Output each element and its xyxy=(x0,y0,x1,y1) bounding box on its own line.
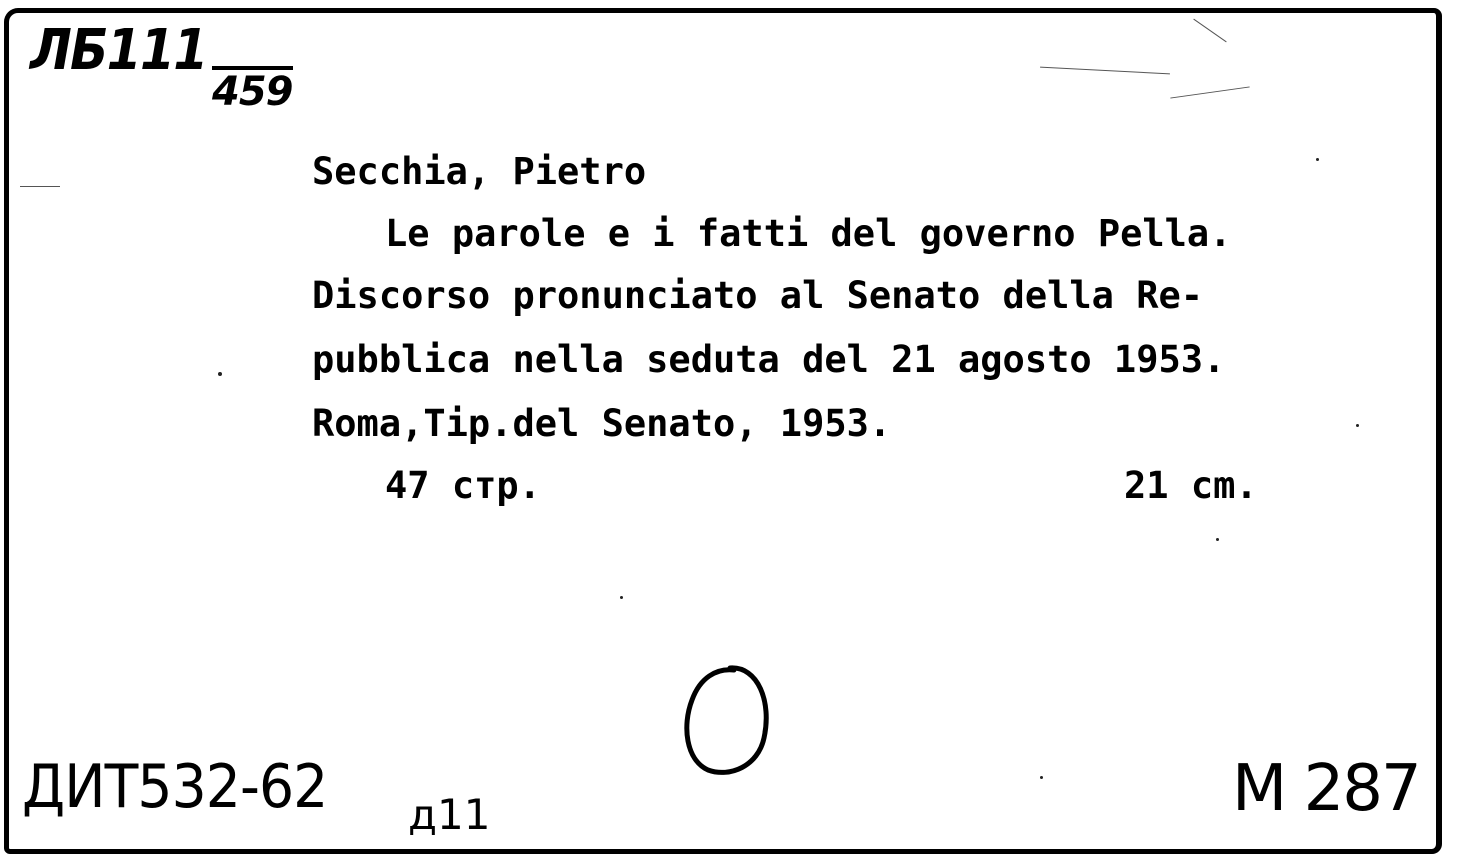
scan-speck xyxy=(1356,424,1359,427)
page-count: 47 стр. xyxy=(385,464,541,507)
scan-streak xyxy=(20,186,60,187)
title-line-3: pubblica nella seduta del 21 agosto 1953. xyxy=(312,338,1226,381)
scan-speck xyxy=(620,596,623,599)
accession-number: ДИТ532-62 xyxy=(22,752,328,822)
circle-mark-icon xyxy=(678,662,774,780)
shelf-mark-denominator: 459 xyxy=(212,66,293,112)
shelf-mark: ЛБ111 xyxy=(30,18,207,83)
title-line-1: Le parole e i fatti del governo Pella. xyxy=(385,212,1232,255)
book-size: 21 cm. xyxy=(1124,464,1258,507)
scan-speck xyxy=(218,372,222,376)
scan-speck xyxy=(1216,538,1219,541)
scan-speck xyxy=(1040,776,1043,779)
author-name: Secchia, Pietro xyxy=(312,150,647,193)
accession-subscript: д11 xyxy=(408,790,491,839)
scan-speck xyxy=(1316,158,1319,161)
imprint-line: Roma,Tip.del Senato, 1953. xyxy=(312,402,892,445)
title-line-2: Discorso pronunciato al Senato della Re- xyxy=(312,274,1204,317)
inventory-mark: M 287 xyxy=(1232,752,1420,826)
